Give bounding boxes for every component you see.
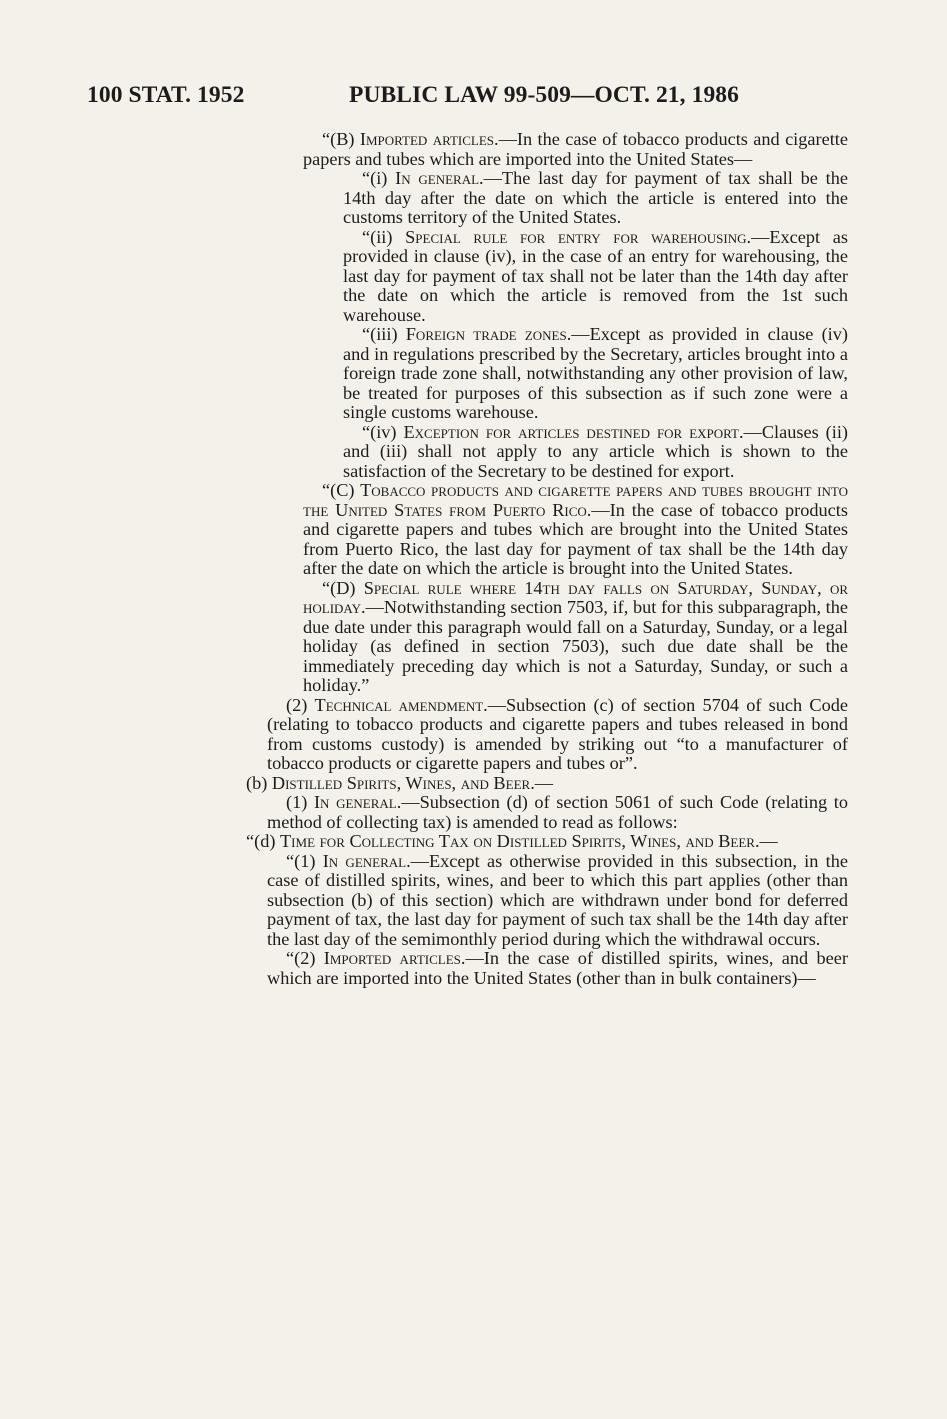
clause-iv-export-exception: “(iv) Exception for articles destined for export.—Clauses (ii) and (iii) shall not apply to any article which is shown to the satisfaction of the Secretary to be destined for export. xyxy=(343,421,848,481)
inserted-paragraph-2-imported-articles: “(2) Imported articles.—In the case of distilled spirits, wines, and beer which are imported into the United States (other than in bulk containers)— xyxy=(267,948,848,988)
clause-i-in-general: “(i) In general.—The last day for payment of tax shall be the 14th day after the date on which the article is entered into the customs territory of the United States. xyxy=(343,168,848,227)
subsection-d-time-for-collecting: “(d) Time for Collecting Tax on Distilled Spirits, Wines, and Beer.— xyxy=(246,831,778,851)
subparagraph-b-imported-articles: “(B) Imported articles.—In the case of tobacco products and cigarette papers and tubes which are imported into the United States— xyxy=(303,129,848,169)
subsection-b-distilled-spirits: (b) Distilled Spirits, Wines, and Beer.— xyxy=(246,772,554,793)
clause-ii-warehousing: “(ii) Special rule for entry for warehousing.—Except as provided in clause (iv), in the case of an entry for warehousing, the last day for payment of tax shall not be later than the 14th day after the date on which the article is removed from the 1st such warehouse. xyxy=(343,226,849,325)
stat-page-number: 100 STAT. 1952 xyxy=(87,82,245,108)
clause-iii-foreign-trade-zones: “(iii) Foreign trade zones.—Except as provided in clause (iv) and in regulations prescribed by the Secretary, articles brought into a foreign trade zone shall, notwithstanding any other provision of law, be treated for purposes of this subsection as if such zone were a single customs warehouse. xyxy=(343,324,848,422)
inserted-paragraph-1-in-general: “(1) In general.—Except as otherwise provided in this subsection, in the case of distilled spirits, wines, and beer to which this part applies (other than subsection (b) of this section) which are withdrawn under bond for deferred payment of tax, the last day for payment of such tax shall be the 14th day after the last day of the semimonthly period during which the withdrawal occurs. xyxy=(267,850,848,949)
subparagraph-c-puerto-rico: “(C) Tobacco products and cigarette papers and tubes brought into the United States from Puerto Rico.—In the case of tobacco products and cigarette papers and tubes which are brought into the United States from Puerto Rico, the last day for payment of tax shall be the 14th day after the date on which the article is brought into the United States. xyxy=(303,480,848,578)
public-law-citation: PUBLIC LAW 99-509—OCT. 21, 1986 xyxy=(349,82,740,108)
subparagraph-d-holiday-rule: “(D) Special rule where 14th day falls on Saturday, Sunday, or holiday.—Notwithstanding section 7503, if, but for this subparagraph, the due date under this paragraph would fall on a Saturday, Sunday, or a legal holiday (as defined in section 7503), such due date shall be the immediately preceding day which is not a Saturday, Sunday, or such a holiday.” xyxy=(303,577,848,695)
paragraph-1-in-general: (1) In general.—Subsection (d) of section 5061 of such Code (relating to method of collecting tax) is amended to read as follows: xyxy=(267,792,848,832)
statute-body xyxy=(215,130,848,988)
page-header xyxy=(87,82,887,114)
paragraph-2-technical-amendment: (2) Technical amendment.—Subsection (c) of section 5704 of such Code (relating to tobacco products and cigarette papers and tubes released in bond from customs custody) is amended by striking out “to a manufacturer of tobacco products or cigarette papers and tubes or”. xyxy=(267,694,849,773)
